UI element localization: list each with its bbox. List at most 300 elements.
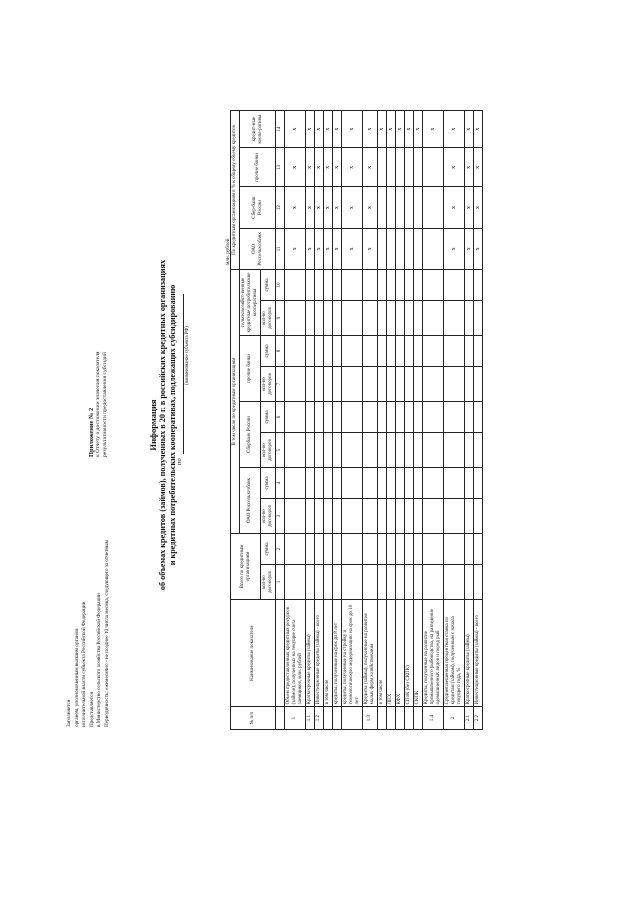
value-cell xyxy=(306,534,315,565)
value-cell xyxy=(363,270,378,301)
index-cell: 7 xyxy=(276,366,285,401)
value-cell xyxy=(285,534,306,565)
header-left-block xyxy=(66,540,112,727)
table-row xyxy=(423,111,444,730)
value-cell xyxy=(444,468,465,499)
index-cell: 11 xyxy=(276,228,285,269)
share-cell: x xyxy=(465,228,474,269)
value-cell xyxy=(474,564,483,599)
value-cell xyxy=(285,402,306,433)
value-cell xyxy=(324,270,333,301)
value-cell xyxy=(444,300,465,335)
value-cell xyxy=(342,336,363,367)
value-cell xyxy=(423,366,444,401)
share-cell: x xyxy=(387,111,396,148)
value-cell xyxy=(465,402,474,433)
document-subtitle: об объемах кредитов (займов), полученных в 20 г. в российских кредитных организациях xyxy=(158,259,167,591)
value-cell xyxy=(324,300,333,335)
index-cell: 6 xyxy=(276,402,285,433)
row-number-cell: 1.4 xyxy=(423,707,444,730)
value-cell xyxy=(414,270,423,301)
value-cell xyxy=(342,564,363,599)
row-number-cell: 2.1 xyxy=(465,707,474,730)
value-cell xyxy=(387,402,396,433)
share-cell: x xyxy=(285,228,306,269)
value-cell xyxy=(315,336,324,367)
value-cell xyxy=(363,534,378,565)
table-row xyxy=(396,111,405,730)
share-sber-header: Сбер-банк России xyxy=(240,187,276,228)
value-cell xyxy=(387,366,396,401)
value-cell xyxy=(405,270,414,301)
value-cell xyxy=(465,498,474,533)
share-cell xyxy=(405,228,414,269)
table-row xyxy=(333,111,342,730)
table-row xyxy=(363,111,378,730)
qty-header: кол-во договоров xyxy=(261,564,276,599)
table-row xyxy=(306,111,315,730)
value-cell xyxy=(333,564,342,599)
share-cell xyxy=(378,148,387,187)
value-cell xyxy=(363,300,378,335)
bank-rsh-header: ОАО Россельхозбанк xyxy=(240,468,261,534)
value-cell xyxy=(363,402,378,433)
row-name-cell: Средневзвешенная процентная ставка по кредитам (займам), полученным с начала текущего года, % xyxy=(444,600,465,707)
share-cell: x xyxy=(306,187,315,228)
value-cell xyxy=(363,366,378,401)
share-cell xyxy=(423,148,444,187)
value-cell xyxy=(342,534,363,565)
value-cell xyxy=(465,564,474,599)
value-cell xyxy=(315,534,324,565)
value-cell xyxy=(342,366,363,401)
value-cell xyxy=(315,432,324,467)
share-cell: x xyxy=(474,148,483,187)
appendix-title: Приложение № 2 xyxy=(88,407,95,457)
share-cell xyxy=(405,187,414,228)
value-cell xyxy=(378,336,387,367)
row-number-cell: 2.2 xyxy=(474,707,483,730)
value-cell xyxy=(342,300,363,335)
share-cell: x xyxy=(378,111,387,148)
header-left-line: органом, уполномоченным высшим органом xyxy=(73,628,80,727)
value-cell xyxy=(306,270,315,301)
value-cell xyxy=(387,534,396,565)
value-cell xyxy=(465,300,474,335)
value-cell xyxy=(405,534,414,565)
share-cell: x xyxy=(333,148,342,187)
col-name-header: Наименование показателя xyxy=(231,600,276,707)
value-cell xyxy=(306,498,315,533)
table-row xyxy=(342,111,363,730)
value-cell xyxy=(333,498,342,533)
col-number-header: № п/п xyxy=(231,707,276,730)
row-name-cell: кредиты, полученные на срок до 8 лет xyxy=(333,600,342,707)
region-caption: (наименование субъекта РФ) xyxy=(185,326,190,385)
share-cell: x xyxy=(465,111,474,148)
index-cell: 14 xyxy=(276,111,285,148)
value-cell xyxy=(396,270,405,301)
share-cell: x xyxy=(396,111,405,148)
share-cell: x xyxy=(306,148,315,187)
share-cell: x xyxy=(342,148,363,187)
share-cell: x xyxy=(414,111,423,148)
value-cell xyxy=(444,498,465,533)
table-row xyxy=(324,111,333,730)
value-cell xyxy=(474,366,483,401)
value-cell xyxy=(324,336,333,367)
value-cell xyxy=(414,402,423,433)
share-cell xyxy=(387,228,396,269)
table-row xyxy=(315,111,324,730)
row-number-cell xyxy=(414,707,423,730)
value-cell xyxy=(387,564,396,599)
row-name-cell: Кредиты, полученные на развитие промышленного рыбоводства, на разведение одомашненных видов и пород рыб xyxy=(423,600,444,707)
value-cell xyxy=(306,402,315,433)
row-number-cell: 2 xyxy=(444,707,465,730)
share-cell: x xyxy=(333,228,342,269)
share-cell: x xyxy=(306,228,315,269)
region-prefix: по xyxy=(176,458,183,465)
table-row xyxy=(405,111,414,730)
value-cell xyxy=(378,270,387,301)
share-cell xyxy=(423,187,444,228)
region-blank xyxy=(176,294,184,454)
credit-table xyxy=(230,110,483,730)
value-cell xyxy=(414,564,423,599)
value-cell xyxy=(285,432,306,467)
share-cell: x xyxy=(333,187,342,228)
header-left-line: Представляется xyxy=(88,692,95,727)
value-cell xyxy=(423,432,444,467)
value-cell xyxy=(444,270,465,301)
value-cell xyxy=(378,534,387,565)
share-cell: x xyxy=(285,148,306,187)
row-number-cell xyxy=(396,707,405,730)
index-cell: 4 xyxy=(276,468,285,499)
share-cell: x xyxy=(315,187,324,228)
row-name-cell: Объем предоставленных кредитных ресурсов (займов), полученных на текущие счета заемщиков, млн. рублей xyxy=(285,600,306,707)
share-cell: x xyxy=(465,148,474,187)
share-cell xyxy=(378,228,387,269)
value-cell xyxy=(387,468,396,499)
value-cell xyxy=(324,366,333,401)
sum-header: сумма xyxy=(261,402,276,433)
share-cell xyxy=(414,148,423,187)
value-cell xyxy=(474,432,483,467)
share-cell: x xyxy=(315,111,324,148)
value-cell xyxy=(315,468,324,499)
table-row xyxy=(474,111,483,730)
value-cell xyxy=(474,402,483,433)
share-cell: x xyxy=(474,187,483,228)
share-cell: x xyxy=(324,111,333,148)
value-cell xyxy=(324,564,333,599)
sum-header: сумма xyxy=(261,468,276,499)
value-cell xyxy=(414,336,423,367)
share-cell: x xyxy=(306,111,315,148)
row-name-cell: в том числе xyxy=(324,600,333,707)
value-cell xyxy=(465,366,474,401)
value-cell xyxy=(423,336,444,367)
value-cell xyxy=(444,402,465,433)
value-cell xyxy=(333,336,342,367)
value-cell xyxy=(444,366,465,401)
value-cell xyxy=(324,468,333,499)
value-cell xyxy=(396,564,405,599)
row-name-cell: СКПК xyxy=(414,600,423,707)
header-left-line: Периодичность: ежемесячно - не позднее 10 числа месяца, следующего за отчетным xyxy=(103,540,110,727)
index-cell: 10 xyxy=(276,270,285,301)
qty-header: кол-во договоров xyxy=(261,366,276,401)
share-cell: x xyxy=(444,148,465,187)
value-cell xyxy=(405,366,414,401)
value-cell xyxy=(324,498,333,533)
share-cell: x xyxy=(315,228,324,269)
value-cell xyxy=(396,498,405,533)
value-cell xyxy=(333,468,342,499)
value-cell xyxy=(315,300,324,335)
value-cell xyxy=(414,534,423,565)
share-cell: x xyxy=(423,111,444,148)
value-cell xyxy=(285,336,306,367)
appendix-header xyxy=(88,352,110,457)
value-cell xyxy=(315,270,324,301)
value-cell xyxy=(387,336,396,367)
value-cell xyxy=(405,564,414,599)
qty-header: кол-во договоров xyxy=(261,300,276,335)
share-cell: x xyxy=(342,187,363,228)
row-number-cell xyxy=(333,707,342,730)
share-cell: x xyxy=(474,111,483,148)
value-cell xyxy=(474,498,483,533)
value-cell xyxy=(378,468,387,499)
value-cell xyxy=(315,366,324,401)
value-cell xyxy=(378,402,387,433)
row-name-cell: Краткосрочные кредиты (займы) xyxy=(465,600,474,707)
share-cell xyxy=(414,228,423,269)
value-cell xyxy=(396,432,405,467)
value-cell xyxy=(363,336,378,367)
share-cell: x xyxy=(444,228,465,269)
share-cell: x xyxy=(324,228,333,269)
table-row xyxy=(465,111,474,730)
row-name-cell: Краткосрочные кредиты (займы) xyxy=(306,600,315,707)
value-cell xyxy=(405,300,414,335)
share-cell: x xyxy=(342,228,363,269)
appendix-line: результативности предоставления субсидий xyxy=(102,352,109,457)
bank-kpk-header: сельскохозяйст-венные кредитные потребительские кооперативы xyxy=(240,270,261,336)
value-cell xyxy=(414,432,423,467)
value-cell xyxy=(387,300,396,335)
value-cell xyxy=(333,402,342,433)
share-cell: x xyxy=(324,187,333,228)
value-cell xyxy=(363,564,378,599)
document-subtitle: и кредитных потребительских кооперативах, подлежащих субсидированию xyxy=(168,284,177,566)
row-number-cell xyxy=(405,707,414,730)
row-name-cell: кредиты, полученные на стройку и технологическую модернизацию на срок до 10 лет xyxy=(342,600,363,707)
value-cell xyxy=(378,432,387,467)
row-number-cell: 1.1 xyxy=(306,707,315,730)
value-cell xyxy=(414,498,423,533)
value-cell xyxy=(396,402,405,433)
col-including-header: В том числе по кредитным организациям xyxy=(231,270,240,534)
document-heading xyxy=(148,165,178,685)
sum-header: сумма xyxy=(261,534,276,565)
value-cell xyxy=(423,534,444,565)
value-cell xyxy=(285,564,306,599)
share-cell: x xyxy=(363,228,378,269)
share-cell: x xyxy=(363,111,378,148)
value-cell xyxy=(387,432,396,467)
value-cell xyxy=(405,432,414,467)
share-cell: x xyxy=(342,111,363,148)
share-cell xyxy=(387,148,396,187)
value-cell xyxy=(387,498,396,533)
value-cell xyxy=(315,564,324,599)
value-cell xyxy=(324,432,333,467)
value-cell xyxy=(405,402,414,433)
value-cell xyxy=(324,402,333,433)
value-cell xyxy=(306,366,315,401)
row-number-cell xyxy=(378,707,387,730)
share-cell xyxy=(387,187,396,228)
value-cell xyxy=(306,300,315,335)
value-cell xyxy=(333,432,342,467)
share-cell: x xyxy=(465,187,474,228)
value-cell xyxy=(396,336,405,367)
value-cell xyxy=(474,534,483,565)
value-cell xyxy=(306,432,315,467)
value-cell xyxy=(465,534,474,565)
value-cell xyxy=(378,366,387,401)
value-cell xyxy=(342,402,363,433)
row-name-cell: ЛПХ xyxy=(387,600,396,707)
value-cell xyxy=(363,468,378,499)
value-cell xyxy=(465,432,474,467)
share-cell xyxy=(378,187,387,228)
value-cell xyxy=(333,534,342,565)
header-left-line: в Министерство сельского хозяйства Российской Федерации xyxy=(96,593,103,727)
table-row xyxy=(414,111,423,730)
index-cell: 12 xyxy=(276,187,285,228)
share-cell: x xyxy=(324,148,333,187)
row-number-cell xyxy=(342,707,363,730)
value-cell xyxy=(396,300,405,335)
table-row xyxy=(285,111,306,730)
value-cell xyxy=(423,468,444,499)
index-cell xyxy=(276,600,285,707)
value-cell xyxy=(306,468,315,499)
value-cell xyxy=(444,564,465,599)
share-cell xyxy=(396,148,405,187)
value-cell xyxy=(405,468,414,499)
share-cell: x xyxy=(333,111,342,148)
value-cell xyxy=(444,534,465,565)
bank-sber-header: Сбербанк России xyxy=(240,402,261,468)
share-cell: x xyxy=(363,187,378,228)
header-left-line: исполнительной власти субъекта Российской Федерации xyxy=(81,601,88,727)
value-cell xyxy=(423,270,444,301)
table-row xyxy=(387,111,396,730)
share-other-header: прочие банки xyxy=(240,148,276,187)
share-cell xyxy=(405,148,414,187)
header-left-line: Заполняется xyxy=(66,699,72,727)
value-cell xyxy=(285,270,306,301)
value-cell xyxy=(285,468,306,499)
row-name-cell: Инвестиционные кредиты (займы) - всего xyxy=(474,600,483,707)
col-share-header: По кредитным организациям в % к общему объему кредитов xyxy=(231,111,240,270)
value-cell xyxy=(315,402,324,433)
index-cell: 5 xyxy=(276,432,285,467)
value-cell xyxy=(378,498,387,533)
value-cell xyxy=(465,270,474,301)
table-row xyxy=(378,111,387,730)
value-cell xyxy=(474,336,483,367)
row-name-cell: СПоК (без СКПК) xyxy=(405,600,414,707)
value-cell xyxy=(465,468,474,499)
sum-header: сумма xyxy=(261,270,276,301)
value-cell xyxy=(423,402,444,433)
value-cell xyxy=(306,564,315,599)
document-title: Информация xyxy=(148,399,158,451)
col-total-header: Всего по кредитным организациям xyxy=(231,534,261,600)
sum-header: сумма xyxy=(261,336,276,367)
value-cell xyxy=(363,432,378,467)
index-cell: 1 xyxy=(276,564,285,599)
share-cell: x xyxy=(363,148,378,187)
value-cell xyxy=(414,300,423,335)
row-number-cell: 1 xyxy=(285,707,306,730)
value-cell xyxy=(465,336,474,367)
index-cell xyxy=(276,707,285,730)
share-cell: x xyxy=(285,111,306,148)
row-number-cell: 1.3 xyxy=(363,707,378,730)
row-name-cell: КФХ xyxy=(396,600,405,707)
value-cell xyxy=(444,432,465,467)
share-cell xyxy=(396,187,405,228)
value-cell xyxy=(474,300,483,335)
value-cell xyxy=(474,468,483,499)
appendix-line: к Отчету о достижении значения показателя xyxy=(95,351,102,457)
row-name-cell: в том числе xyxy=(378,600,387,707)
value-cell xyxy=(285,366,306,401)
share-rsh-header: ОАО Россельхозбанк xyxy=(240,228,276,269)
table-body xyxy=(285,111,483,730)
value-cell xyxy=(423,564,444,599)
value-cell xyxy=(333,300,342,335)
share-kpk-header: кредит-ные коопе-ративы xyxy=(240,111,276,148)
value-cell xyxy=(342,432,363,467)
index-cell: 9 xyxy=(276,300,285,335)
share-cell: x xyxy=(474,228,483,269)
value-cell xyxy=(378,300,387,335)
value-cell xyxy=(342,468,363,499)
share-cell: x xyxy=(315,148,324,187)
share-cell: x xyxy=(444,187,465,228)
region-line xyxy=(176,294,184,465)
value-cell xyxy=(342,498,363,533)
value-cell xyxy=(414,468,423,499)
index-cell: 2 xyxy=(276,534,285,565)
value-cell xyxy=(333,270,342,301)
value-cell xyxy=(423,300,444,335)
value-cell xyxy=(342,270,363,301)
value-cell xyxy=(444,336,465,367)
value-cell xyxy=(363,498,378,533)
value-cell xyxy=(405,498,414,533)
row-number-cell xyxy=(324,707,333,730)
